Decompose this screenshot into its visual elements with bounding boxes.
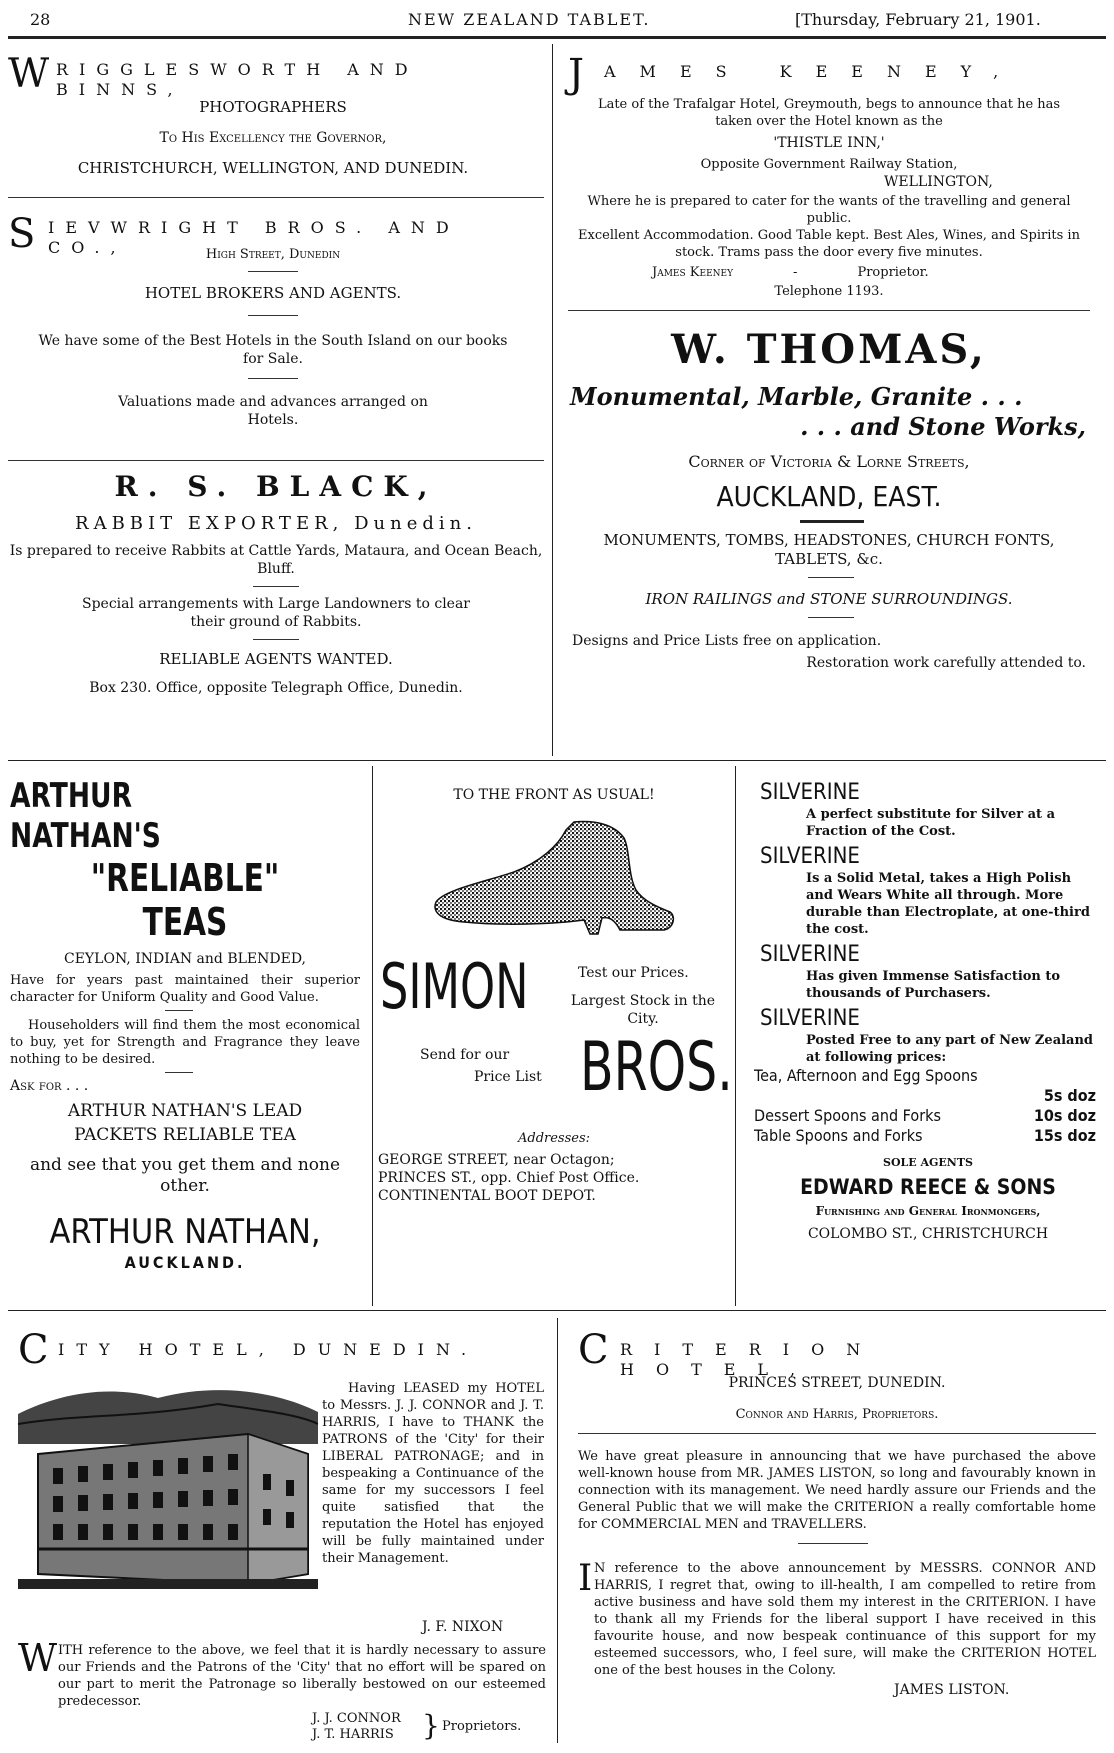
price-row — [754, 1126, 1096, 1146]
ad-line: Late of the Trafalgar Hotel, Greymouth, begs to announce that he has taken over the Hotel known as the — [597, 97, 1061, 129]
rule — [568, 310, 1090, 311]
ad-line: Monumental, Marble, Granite . . . — [570, 382, 1023, 411]
ad-line: Restoration work carefully attended to. — [806, 655, 1086, 671]
price-value: 10s doz — [1033, 1106, 1096, 1125]
rule — [8, 197, 544, 198]
ad-location: AUCKLAND. — [124, 1253, 246, 1272]
ad-line: To His Excellency the Governor, — [159, 130, 387, 146]
ad-silverine — [754, 780, 1096, 1243]
price-list — [754, 1066, 1096, 1146]
ad-rs-black — [8, 470, 544, 697]
ad-line: and see that you get them and none other. — [29, 1155, 341, 1196]
ad-line: HOTEL BROKERS AND AGENTS. — [144, 284, 402, 302]
ad-line: ARTHUR NATHAN'S LEAD PACKETS RELIABLE TEA — [67, 1101, 303, 1145]
price-item: Tea, Afternoon and Egg Spoons — [754, 1066, 978, 1085]
short-rule — [165, 1072, 193, 1073]
price-item: Table Spoons and Forks — [754, 1126, 923, 1145]
ad-line: Telephone 1193. — [774, 284, 884, 299]
price-value: 15s doz — [1033, 1126, 1096, 1145]
ad-arthur-nathan — [10, 776, 360, 1273]
ad-signature: ARTHUR NATHAN, — [49, 1212, 321, 1252]
ad-line: Ask for . . . — [10, 1078, 89, 1094]
addresses-label: Addresses: — [517, 1131, 591, 1146]
proprietors-label: Proprietors. — [442, 1719, 522, 1734]
ad-name: R. S. BLACK, — [114, 470, 438, 503]
drop-cap: C — [578, 1327, 609, 1373]
ad-line: Corner of Victoria & Lorne Streets, — [688, 452, 970, 471]
drop-cap: S — [8, 211, 36, 257]
ad-line: Householders will find them the most economical to buy, yet for Strength and Fragrance they leave nothing to be desired. — [10, 1018, 360, 1067]
ad-criterion — [578, 1328, 1096, 1699]
ad-body: N reference to the above announcement by MESSRS. CONNOR AND HARRIS, I regret that, owing to ill-health, I am compelled to retire from active business and have sold them my interest in the CRITERION. I have to thank all my Friends for the liberal support I have received in this favourite house, and now bespeak continuance of this support for my esteemed successors, who, I feel sure, will make the CRITERION HOTEL one of the best houses in the Colony. — [594, 1561, 1096, 1678]
short-rule — [808, 577, 854, 578]
ad-name: RIGGLESWORTH AND BINNS, — [56, 60, 419, 99]
ad-line: Largest Stock in the City. — [570, 993, 716, 1027]
address: CONTINENTAL BOOT DEPOT. — [378, 1188, 596, 1204]
ad-line: Is a Solid Metal, takes a High Polish and Wears White all through. More durable than Electroplate, at one-third the cost. — [806, 871, 1090, 937]
short-rule — [253, 639, 299, 640]
price-row — [754, 1106, 1096, 1126]
ad-line: COLOMBO ST., CHRISTCHURCH — [807, 1226, 1049, 1242]
ad-line: Send for our — [420, 1047, 510, 1063]
ad-line: MONUMENTS, TOMBS, HEADSTONES, CHURCH FONTS, TABLETS, &c. — [603, 531, 1055, 568]
ad-line: Have for years past maintained their superior character for Uniform Quality and Good Value. — [10, 973, 360, 1005]
proprietor-name: James Keeney — [652, 265, 734, 280]
hotel-illustration — [18, 1384, 318, 1589]
address: PRINCES ST., opp. Chief Post Office. — [378, 1170, 640, 1186]
ad-line: IRON RAILINGS and STONE SURROUNDINGS. — [645, 590, 1013, 608]
proprietor-name: J. J. CONNOR — [312, 1711, 401, 1726]
address: GEORGE STREET, near Octagon; — [378, 1152, 615, 1168]
ad-heading: ARTHUR NATHAN'S — [10, 776, 161, 856]
short-rule — [248, 271, 298, 272]
short-rule — [165, 1010, 193, 1011]
bros-wordmark: BROS. — [580, 1028, 733, 1107]
price-value: 5s doz — [1043, 1086, 1096, 1105]
rule — [8, 460, 544, 461]
column-divider — [557, 1318, 558, 1743]
ad-name: ITY HOTEL, DUNEDIN. — [58, 1340, 479, 1359]
header-rule — [8, 36, 1106, 39]
ad-line: Test our Prices. — [578, 965, 689, 981]
ad-city-hotel — [18, 1328, 546, 1743]
short-rule — [808, 617, 854, 618]
ad-line: Special arrangements with Large Landowners to clear their ground of Rabbits. — [81, 596, 470, 630]
proprietor-title: Proprietor. — [857, 265, 929, 280]
drop-cap: W — [8, 51, 50, 97]
ad-line: We have some of the Best Hotels in the South Island on our books for Sale. — [38, 333, 508, 367]
ad-line: SOLE AGENTS — [883, 1156, 973, 1169]
ad-name: AMES KEENEY, — [604, 62, 1023, 81]
ad-line: Opposite Government Railway Station, — [700, 157, 958, 172]
ad-line: Connor and Harris, Proprietors. — [735, 1407, 939, 1422]
ad-line: PHOTOGRAPHERS — [199, 98, 347, 116]
ad-line: A perfect substitute for Silver at a Fraction of the Cost. — [806, 807, 1055, 839]
column-divider — [372, 766, 373, 1306]
page-number: 28 — [30, 10, 51, 29]
ad-heading: "RELIABLE" TEAS — [90, 856, 280, 944]
ad-line: RABBIT EXPORTER, Dunedin. — [75, 513, 477, 534]
product-heading: SILVERINE — [760, 844, 860, 869]
short-rule — [800, 520, 864, 523]
boot-illustration — [424, 816, 684, 946]
issue-date: [Thursday, February 21, 1901. — [795, 10, 1041, 29]
price-row — [754, 1066, 1096, 1086]
ad-line: Furnishing and General Ironmongers, — [815, 1204, 1041, 1218]
ad-name: IEVWRIGHT BROS. AND CO., — [48, 218, 460, 257]
ad-line: WELLINGTON, — [884, 174, 993, 190]
ad-james-keeney — [568, 52, 1090, 300]
ad-line: 'THISTLE INN,' — [773, 135, 885, 151]
dash: - — [793, 265, 798, 280]
ad-line: Has given Immense Satisfaction to thousands of Purchasers. — [806, 969, 1061, 1001]
signature: JAMES LISTON. — [894, 1682, 1010, 1698]
ad-simon-bros — [378, 786, 733, 1205]
price-item: Dessert Spoons and Forks — [754, 1106, 941, 1125]
ad-w-thomas — [564, 328, 1094, 672]
rule — [578, 1433, 1096, 1434]
product-heading: SILVERINE — [760, 780, 860, 805]
ad-wrigglesworth — [8, 52, 538, 178]
ad-line: Designs and Price Lists free on application. — [572, 633, 882, 649]
price-row — [754, 1086, 1096, 1106]
ad-sievwright — [8, 212, 538, 429]
ad-name: RITERION HOTEL, — [620, 1340, 883, 1379]
ad-line: AUCKLAND, EAST. — [716, 480, 942, 513]
ad-line: PRINCES STREET, DUNEDIN. — [728, 1375, 946, 1391]
ad-line: Price List — [474, 1069, 542, 1085]
ad-line: Excellent Accommodation. Good Table kept. Best Ales, Wines, and Spirits in stock. Trams pass the door every five minutes. — [578, 228, 1080, 260]
brace: } — [422, 1709, 440, 1742]
ad-line: . . . and Stone Works, — [800, 412, 1086, 441]
short-rule — [248, 378, 298, 379]
ad-body: We have great pleasure in announcing that we have purchased the above well-known house from MR. JAMES LISTON, so long and favourably known in connection with its management. We need hardly assure our Friends and the General Public that we will make the CRITERION a really comfortable home for COMMERCIAL MEN and TRAVELLERS. — [578, 1449, 1096, 1532]
ad-body: ITH reference to the above, we feel that it is hardly necessary to assure our Friends and the Patrons of the 'City' that no effort will be spared on our part to merit the Patronage so liberally bestowed on our esteemed predecessor. — [58, 1643, 546, 1709]
column-divider — [735, 766, 736, 1306]
ad-line: Where he is prepared to cater for the wants of the travelling and general public. — [587, 194, 1071, 226]
drop-cap: I — [578, 1558, 593, 1599]
ad-line: CEYLON, INDIAN and BLENDED, — [64, 951, 306, 967]
ad-line: Is prepared to receive Rabbits at Cattle Yards, Mataura, and Ocean Beach, Bluff. — [9, 543, 543, 577]
product-heading: SILVERINE — [760, 1006, 860, 1031]
ad-line: Box 230. Office, opposite Telegraph Office, Dunedin. — [89, 680, 463, 696]
firm-name: EDWARD REECE & SONS — [800, 1175, 1056, 1199]
drop-cap: J — [568, 51, 585, 97]
product-heading: SILVERINE — [760, 942, 860, 967]
section-divider — [8, 760, 1106, 761]
short-rule — [253, 586, 299, 587]
column-divider — [552, 44, 553, 756]
masthead-title: NEW ZEALAND TABLET. — [408, 10, 651, 29]
ad-line: TO THE FRONT AS USUAL! — [453, 787, 655, 803]
ad-line: Valuations made and advances arranged on Hotels. — [118, 394, 428, 428]
section-divider — [8, 1310, 1106, 1311]
ad-name: W. THOMAS, — [671, 326, 987, 373]
ad-line: Posted Free to any part of New Zealand at following prices: — [806, 1033, 1094, 1065]
drop-cap: C — [18, 1327, 49, 1373]
ad-line: RELIABLE AGENTS WANTED. — [159, 650, 393, 668]
drop-cap: W — [18, 1636, 58, 1680]
short-rule — [798, 1543, 868, 1544]
ad-line: High Street, Dunedin — [205, 247, 341, 262]
signature: J. F. NIXON — [422, 1619, 504, 1635]
simon-wordmark: SIMON — [380, 950, 529, 1023]
short-rule — [248, 315, 298, 316]
ad-body: Having LEASED my HOTEL to Messrs. J. J. CONNOR and J. T. HARRIS, I have to THANK the PATRONS of the 'City' for their LIBERAL PATRONAGE; and in bespeaking a Continuance of the same for my successors I feel quite satisfied that the reputation the Hotel has enjoyed will be fully maintained under their Management. — [322, 1381, 544, 1566]
proprietor-name: J. T. HARRIS — [312, 1727, 394, 1742]
ad-line: CHRISTCHURCH, WELLINGTON, AND DUNEDIN. — [77, 159, 469, 177]
